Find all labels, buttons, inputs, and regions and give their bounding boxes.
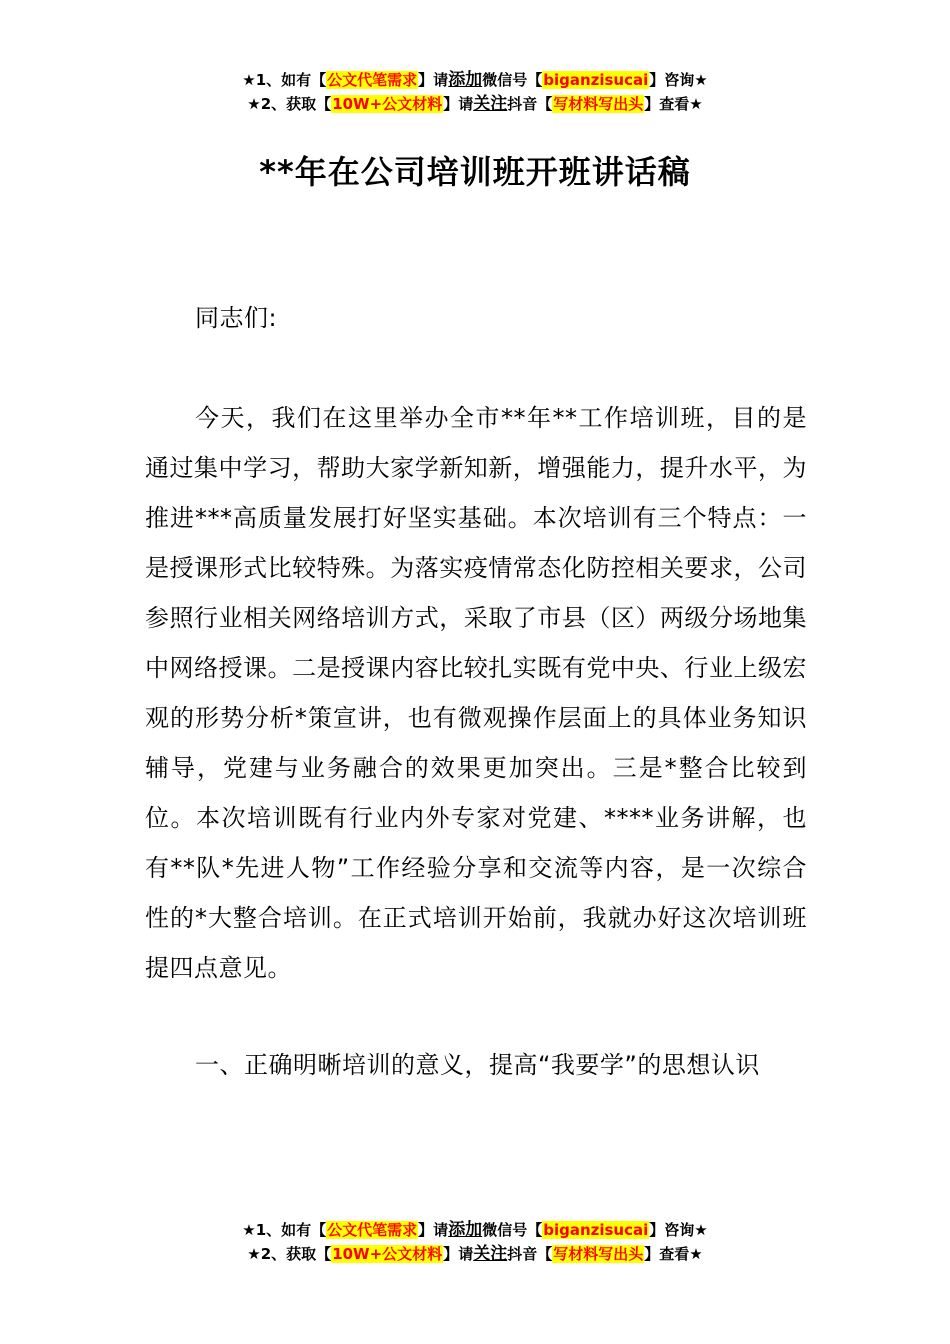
banner-highlight: 写材料写出头	[553, 1245, 644, 1263]
banner-highlight: 公文代笔需求	[327, 71, 418, 89]
banner-underline: 关注	[473, 94, 508, 114]
section-heading	[145, 1040, 807, 1090]
banner-text: 抖音【	[507, 95, 553, 113]
banner-highlight: biganzisucai	[543, 1221, 649, 1239]
banner-line-2	[0, 92, 950, 116]
banner-underline: 添加	[448, 70, 483, 90]
banner-highlight: 10W+公文材料	[332, 1245, 443, 1263]
banner-text: 】咨询★	[649, 1221, 708, 1239]
paragraph-text: 今天，我们在这里举办全市**年**工作培训班，目的是通过集中学习，帮助大家学新知新，增强能力，提升水平，为推进***高质量发展打好坚实基础。本次培训有三个特点：一是授课形式比较特殊。为落实疫情常态化防控相关要求，公司参照行业相关网络培训方式，采取了市县（区）两级分场地集中网络授课。二是授课内容比较扎实既有党中央、行业上级宏观的形势分析*策宣讲，也有微观操作层面上的具体业务知识辅导，党建与业务融合的效果更加突出。三是*整合比较到位。本次培训既有行业内外专家对党建、****业务讲解，也有**队*先进人物”工作经验分享和交流等内容，是一次综合性的*大整合培训。在正式培训开始前，我就办好这次培训班提四点意见。	[145, 404, 807, 982]
banner-text: 】请	[418, 1221, 449, 1239]
document-title: **年在公司培训班开班讲话稿	[259, 153, 691, 191]
header-banner	[0, 68, 950, 116]
banner-text: 微信号【	[482, 1221, 543, 1239]
banner-line-1	[0, 1218, 950, 1242]
banner-text: 】查看★	[644, 1245, 703, 1263]
banner-highlight: 公文代笔需求	[327, 1221, 418, 1239]
footer-banner	[0, 1218, 950, 1266]
salutation	[145, 293, 807, 343]
banner-text: ★2、获取【	[247, 95, 332, 113]
banner-text: 】请	[443, 1245, 474, 1263]
banner-text: 】咨询★	[649, 71, 708, 89]
body-paragraph	[145, 393, 807, 993]
section-heading-text: 一、正确明晰培训的意义，提高“我要学”的思想认识	[195, 1051, 760, 1079]
banner-line-1	[0, 68, 950, 92]
banner-text: 微信号【	[482, 71, 543, 89]
banner-highlight: 10W+公文材料	[332, 95, 443, 113]
banner-highlight: 写材料写出头	[553, 95, 644, 113]
banner-text: 抖音【	[507, 1245, 553, 1263]
salutation-text: 同志们:	[195, 304, 278, 332]
banner-text: ★2、获取【	[247, 1245, 332, 1263]
banner-text: ★1、如有【	[242, 1221, 327, 1239]
banner-text: 】查看★	[644, 95, 703, 113]
banner-highlight: biganzisucai	[543, 71, 649, 89]
banner-underline: 添加	[448, 1220, 483, 1240]
banner-text: 】请	[443, 95, 474, 113]
banner-text: 】请	[418, 71, 449, 89]
banner-underline: 关注	[473, 1244, 508, 1264]
banner-text: ★1、如有【	[242, 71, 327, 89]
banner-line-2	[0, 1242, 950, 1266]
